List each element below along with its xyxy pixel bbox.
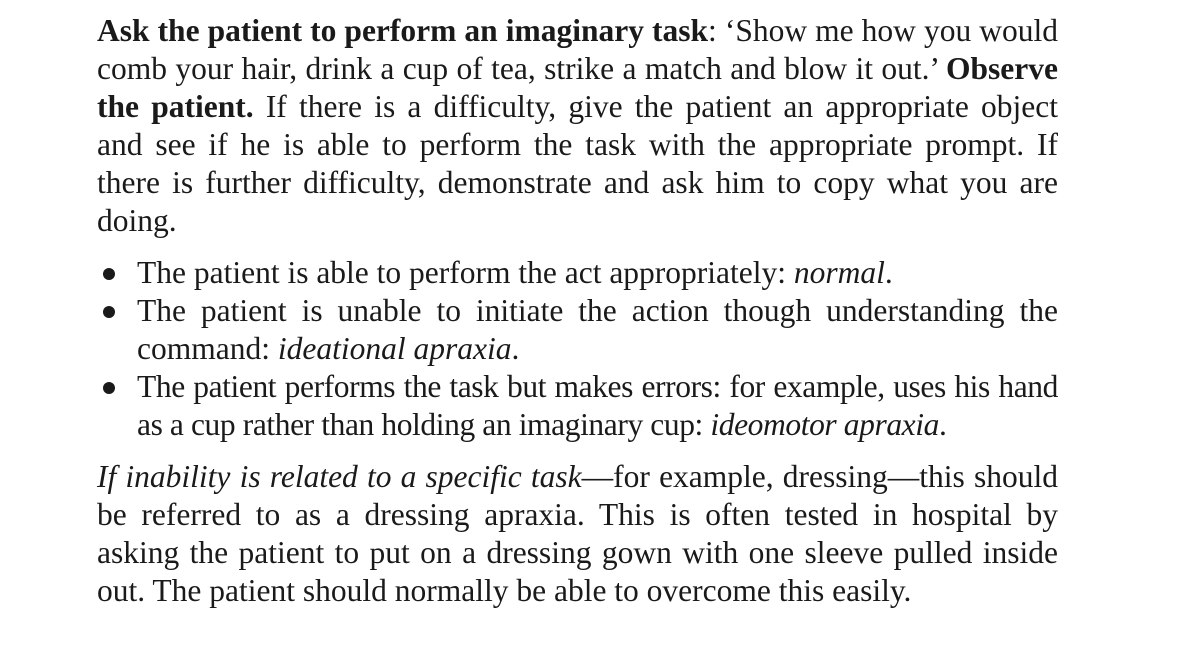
intro-paragraph: [97, 12, 1058, 240]
finding-term: ideomotor apraxia: [710, 407, 939, 442]
finding-term: normal: [793, 255, 885, 290]
intro-text-after-observe: If there is a difficulty, give the patient an appropriate object and see if he is able to perform the task with the appropriate prompt. If there is further difficulty, demonstrate and ask him to copy what you are doing.: [97, 89, 1058, 238]
document-page: [97, 12, 1058, 610]
finding-punct: .: [511, 331, 520, 366]
finding-punct: .: [884, 255, 893, 290]
finding-text: The patient performs the task but makes errors: for example, uses his hand as a cup rather than holding an imaginary cup:: [137, 369, 1058, 442]
intro-bold-observe: Observe the patient.: [97, 51, 1058, 124]
finding-term: ideational apraxia: [277, 331, 512, 366]
finding-text: The patient is able to perform the act appropriately:: [137, 255, 794, 290]
finding-item-normal: [97, 254, 1058, 292]
intro-bold-lead: Ask the patient to perform an imaginary task: [97, 13, 709, 48]
intro-text-after-lead: : ‘Show me how you would comb your hair, drink a cup of tea, strike a match and blow it out.’: [97, 13, 1058, 86]
closing-italic-lead: If inability is related to a specific task: [97, 459, 582, 494]
closing-text: —for example, dressing—this should be referred to as a dressing apraxia. This is often tested in hospital by asking the patient to put on a dressing gown with one sleeve pulled inside out. The patient should normally be able to overcome this easily.: [97, 459, 1058, 608]
finding-item-ideomotor: [97, 368, 1058, 444]
finding-item-ideational: [97, 292, 1058, 368]
finding-punct: .: [938, 407, 947, 442]
findings-list: [97, 254, 1058, 444]
finding-text: The patient is unable to initiate the action though understanding the command:: [137, 293, 1058, 366]
closing-paragraph: [97, 458, 1058, 610]
